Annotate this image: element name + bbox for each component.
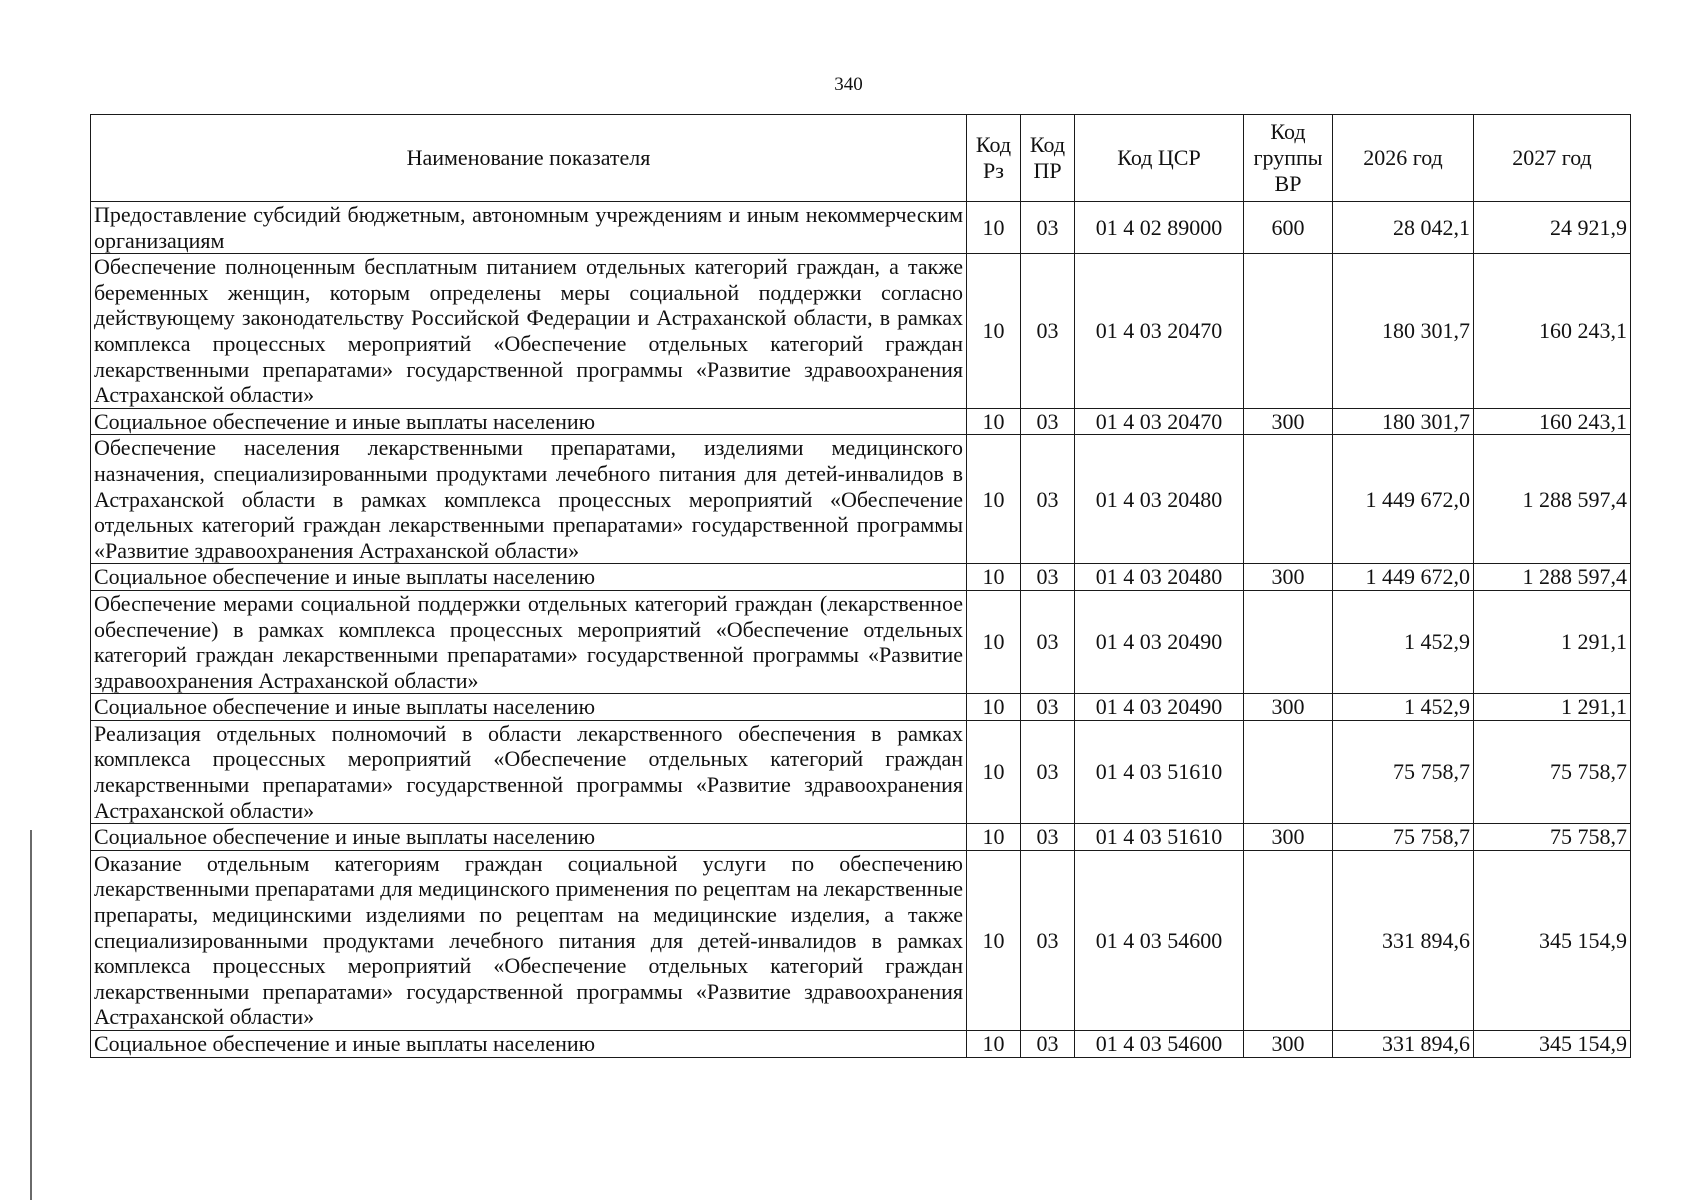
cell-pr: 03 bbox=[1021, 254, 1075, 409]
cell-name: Социальное обеспечение и иные выплаты населению bbox=[91, 694, 967, 721]
cell-rz: 10 bbox=[967, 408, 1021, 435]
cell-2027: 24 921,9 bbox=[1474, 202, 1631, 254]
cell-pr: 03 bbox=[1021, 824, 1075, 851]
table-row bbox=[91, 720, 1631, 823]
cell-csr: 01 4 03 20490 bbox=[1075, 590, 1244, 693]
cell-2026: 75 758,7 bbox=[1333, 720, 1474, 823]
cell-name: Предоставление субсидий бюджетным, автономным учреждениям и иным некоммерческим организациям bbox=[91, 202, 967, 254]
cell-csr: 01 4 03 20470 bbox=[1075, 408, 1244, 435]
table-row bbox=[91, 408, 1631, 435]
table-row bbox=[91, 694, 1631, 721]
scan-margin-line bbox=[30, 830, 32, 1200]
cell-pr: 03 bbox=[1021, 435, 1075, 564]
cell-vr: 300 bbox=[1244, 408, 1333, 435]
cell-name: Оказание отдельным категориям граждан социальной услуги по обеспечению лекарственными препаратами для медицинского применения по рецептам на лекарственные препараты, медицинскими изделиями по рецептам на медицинские изделия, а также специализированными продуктами лечебного питания для детей-инвалидов в рамках комплекса процессных мероприятий «Обеспечение отдельных категорий граждан лекарственными препаратами» государственной программы «Развитие здравоохранения Астраханской области» bbox=[91, 850, 967, 1030]
table-row bbox=[91, 590, 1631, 693]
cell-name: Реализация отдельных полномочий в области лекарственного обеспечения в рамках комплекса процессных мероприятий «Обеспечение отдельных категорий граждан лекарственными препаратами» государственной программы «Развитие здравоохранения Астраханской области» bbox=[91, 720, 967, 823]
cell-vr bbox=[1244, 254, 1333, 409]
header-vr: Код группы ВР bbox=[1244, 115, 1333, 202]
cell-pr: 03 bbox=[1021, 590, 1075, 693]
cell-2026: 180 301,7 bbox=[1333, 254, 1474, 409]
cell-rz: 10 bbox=[967, 254, 1021, 409]
cell-csr: 01 4 03 20490 bbox=[1075, 694, 1244, 721]
cell-2027: 1 291,1 bbox=[1474, 590, 1631, 693]
cell-name: Социальное обеспечение и иные выплаты населению bbox=[91, 564, 967, 591]
cell-2026: 331 894,6 bbox=[1333, 1031, 1474, 1058]
cell-name: Социальное обеспечение и иные выплаты населению bbox=[91, 1031, 967, 1058]
cell-2026: 28 042,1 bbox=[1333, 202, 1474, 254]
page-number: 340 bbox=[834, 74, 863, 95]
table-row bbox=[91, 254, 1631, 409]
cell-2026: 180 301,7 bbox=[1333, 408, 1474, 435]
table-row bbox=[91, 202, 1631, 254]
header-name: Наименование показателя bbox=[91, 115, 967, 202]
cell-csr: 01 4 03 54600 bbox=[1075, 1031, 1244, 1058]
cell-rz: 10 bbox=[967, 590, 1021, 693]
cell-pr: 03 bbox=[1021, 564, 1075, 591]
cell-csr: 01 4 03 51610 bbox=[1075, 824, 1244, 851]
header-csr: Код ЦСР bbox=[1075, 115, 1244, 202]
cell-pr: 03 bbox=[1021, 694, 1075, 721]
cell-csr: 01 4 03 20470 bbox=[1075, 254, 1244, 409]
header-pr: Код ПР bbox=[1021, 115, 1075, 202]
cell-pr: 03 bbox=[1021, 408, 1075, 435]
cell-csr: 01 4 03 20480 bbox=[1075, 435, 1244, 564]
table-row bbox=[91, 435, 1631, 564]
cell-name: Социальное обеспечение и иные выплаты населению bbox=[91, 408, 967, 435]
cell-2026: 1 452,9 bbox=[1333, 590, 1474, 693]
cell-2026: 75 758,7 bbox=[1333, 824, 1474, 851]
cell-pr: 03 bbox=[1021, 202, 1075, 254]
cell-vr bbox=[1244, 720, 1333, 823]
cell-2027: 345 154,9 bbox=[1474, 1031, 1631, 1058]
cell-rz: 10 bbox=[967, 850, 1021, 1030]
cell-rz: 10 bbox=[967, 202, 1021, 254]
table-row bbox=[91, 824, 1631, 851]
cell-name: Обеспечение полноценным бесплатным питанием отдельных категорий граждан, а также беременных женщин, которым определены меры социальной поддержки согласно действующему законодательству Российской Федерации и Астраханской области, в рамках комплекса процессных мероприятий «Обеспечение отдельных категорий граждан лекарственными препаратами» государственной программы «Развитие здравоохранения Астраханской области» bbox=[91, 254, 967, 409]
cell-csr: 01 4 02 89000 bbox=[1075, 202, 1244, 254]
cell-2027: 75 758,7 bbox=[1474, 824, 1631, 851]
cell-vr: 300 bbox=[1244, 564, 1333, 591]
cell-csr: 01 4 03 51610 bbox=[1075, 720, 1244, 823]
cell-2027: 75 758,7 bbox=[1474, 720, 1631, 823]
table-row bbox=[91, 1031, 1631, 1058]
cell-rz: 10 bbox=[967, 435, 1021, 564]
table-header-row bbox=[91, 115, 1631, 202]
cell-vr bbox=[1244, 590, 1333, 693]
budget-table bbox=[90, 114, 1631, 1058]
cell-vr: 300 bbox=[1244, 1031, 1333, 1058]
header-2027: 2027 год bbox=[1474, 115, 1631, 202]
cell-vr bbox=[1244, 435, 1333, 564]
cell-rz: 10 bbox=[967, 824, 1021, 851]
cell-2027: 1 288 597,4 bbox=[1474, 435, 1631, 564]
header-rz: Код Рз bbox=[967, 115, 1021, 202]
cell-rz: 10 bbox=[967, 720, 1021, 823]
table-row bbox=[91, 850, 1631, 1030]
cell-2026: 1 449 672,0 bbox=[1333, 564, 1474, 591]
cell-2027: 160 243,1 bbox=[1474, 408, 1631, 435]
cell-2027: 345 154,9 bbox=[1474, 850, 1631, 1030]
cell-vr: 600 bbox=[1244, 202, 1333, 254]
cell-2027: 1 288 597,4 bbox=[1474, 564, 1631, 591]
header-2026: 2026 год bbox=[1333, 115, 1474, 202]
cell-rz: 10 bbox=[967, 564, 1021, 591]
cell-2027: 1 291,1 bbox=[1474, 694, 1631, 721]
cell-name: Социальное обеспечение и иные выплаты населению bbox=[91, 824, 967, 851]
cell-csr: 01 4 03 54600 bbox=[1075, 850, 1244, 1030]
cell-2027: 160 243,1 bbox=[1474, 254, 1631, 409]
cell-name: Обеспечение мерами социальной поддержки отдельных категорий граждан (лекарственное обеспечение) в рамках комплекса процессных мероприятий «Обеспечение отдельных категорий граждан лекарственными препаратами» государственной программы «Развитие здравоохранения Астраханской области» bbox=[91, 590, 967, 693]
cell-name: Обеспечение населения лекарственными препаратами, изделиями медицинского назначения, специализированными продуктами лечебного питания для детей-инвалидов в Астраханской области в рамках комплекса процессных мероприятий «Обеспечение отдельных категорий граждан лекарственными препаратами» государственной программы «Развитие здравоохранения Астраханской области» bbox=[91, 435, 967, 564]
cell-2026: 1 449 672,0 bbox=[1333, 435, 1474, 564]
cell-vr: 300 bbox=[1244, 824, 1333, 851]
cell-2026: 1 452,9 bbox=[1333, 694, 1474, 721]
cell-vr: 300 bbox=[1244, 694, 1333, 721]
cell-pr: 03 bbox=[1021, 850, 1075, 1030]
cell-pr: 03 bbox=[1021, 1031, 1075, 1058]
cell-csr: 01 4 03 20480 bbox=[1075, 564, 1244, 591]
cell-vr bbox=[1244, 850, 1333, 1030]
cell-pr: 03 bbox=[1021, 720, 1075, 823]
cell-rz: 10 bbox=[967, 1031, 1021, 1058]
cell-rz: 10 bbox=[967, 694, 1021, 721]
table-row bbox=[91, 564, 1631, 591]
cell-2026: 331 894,6 bbox=[1333, 850, 1474, 1030]
